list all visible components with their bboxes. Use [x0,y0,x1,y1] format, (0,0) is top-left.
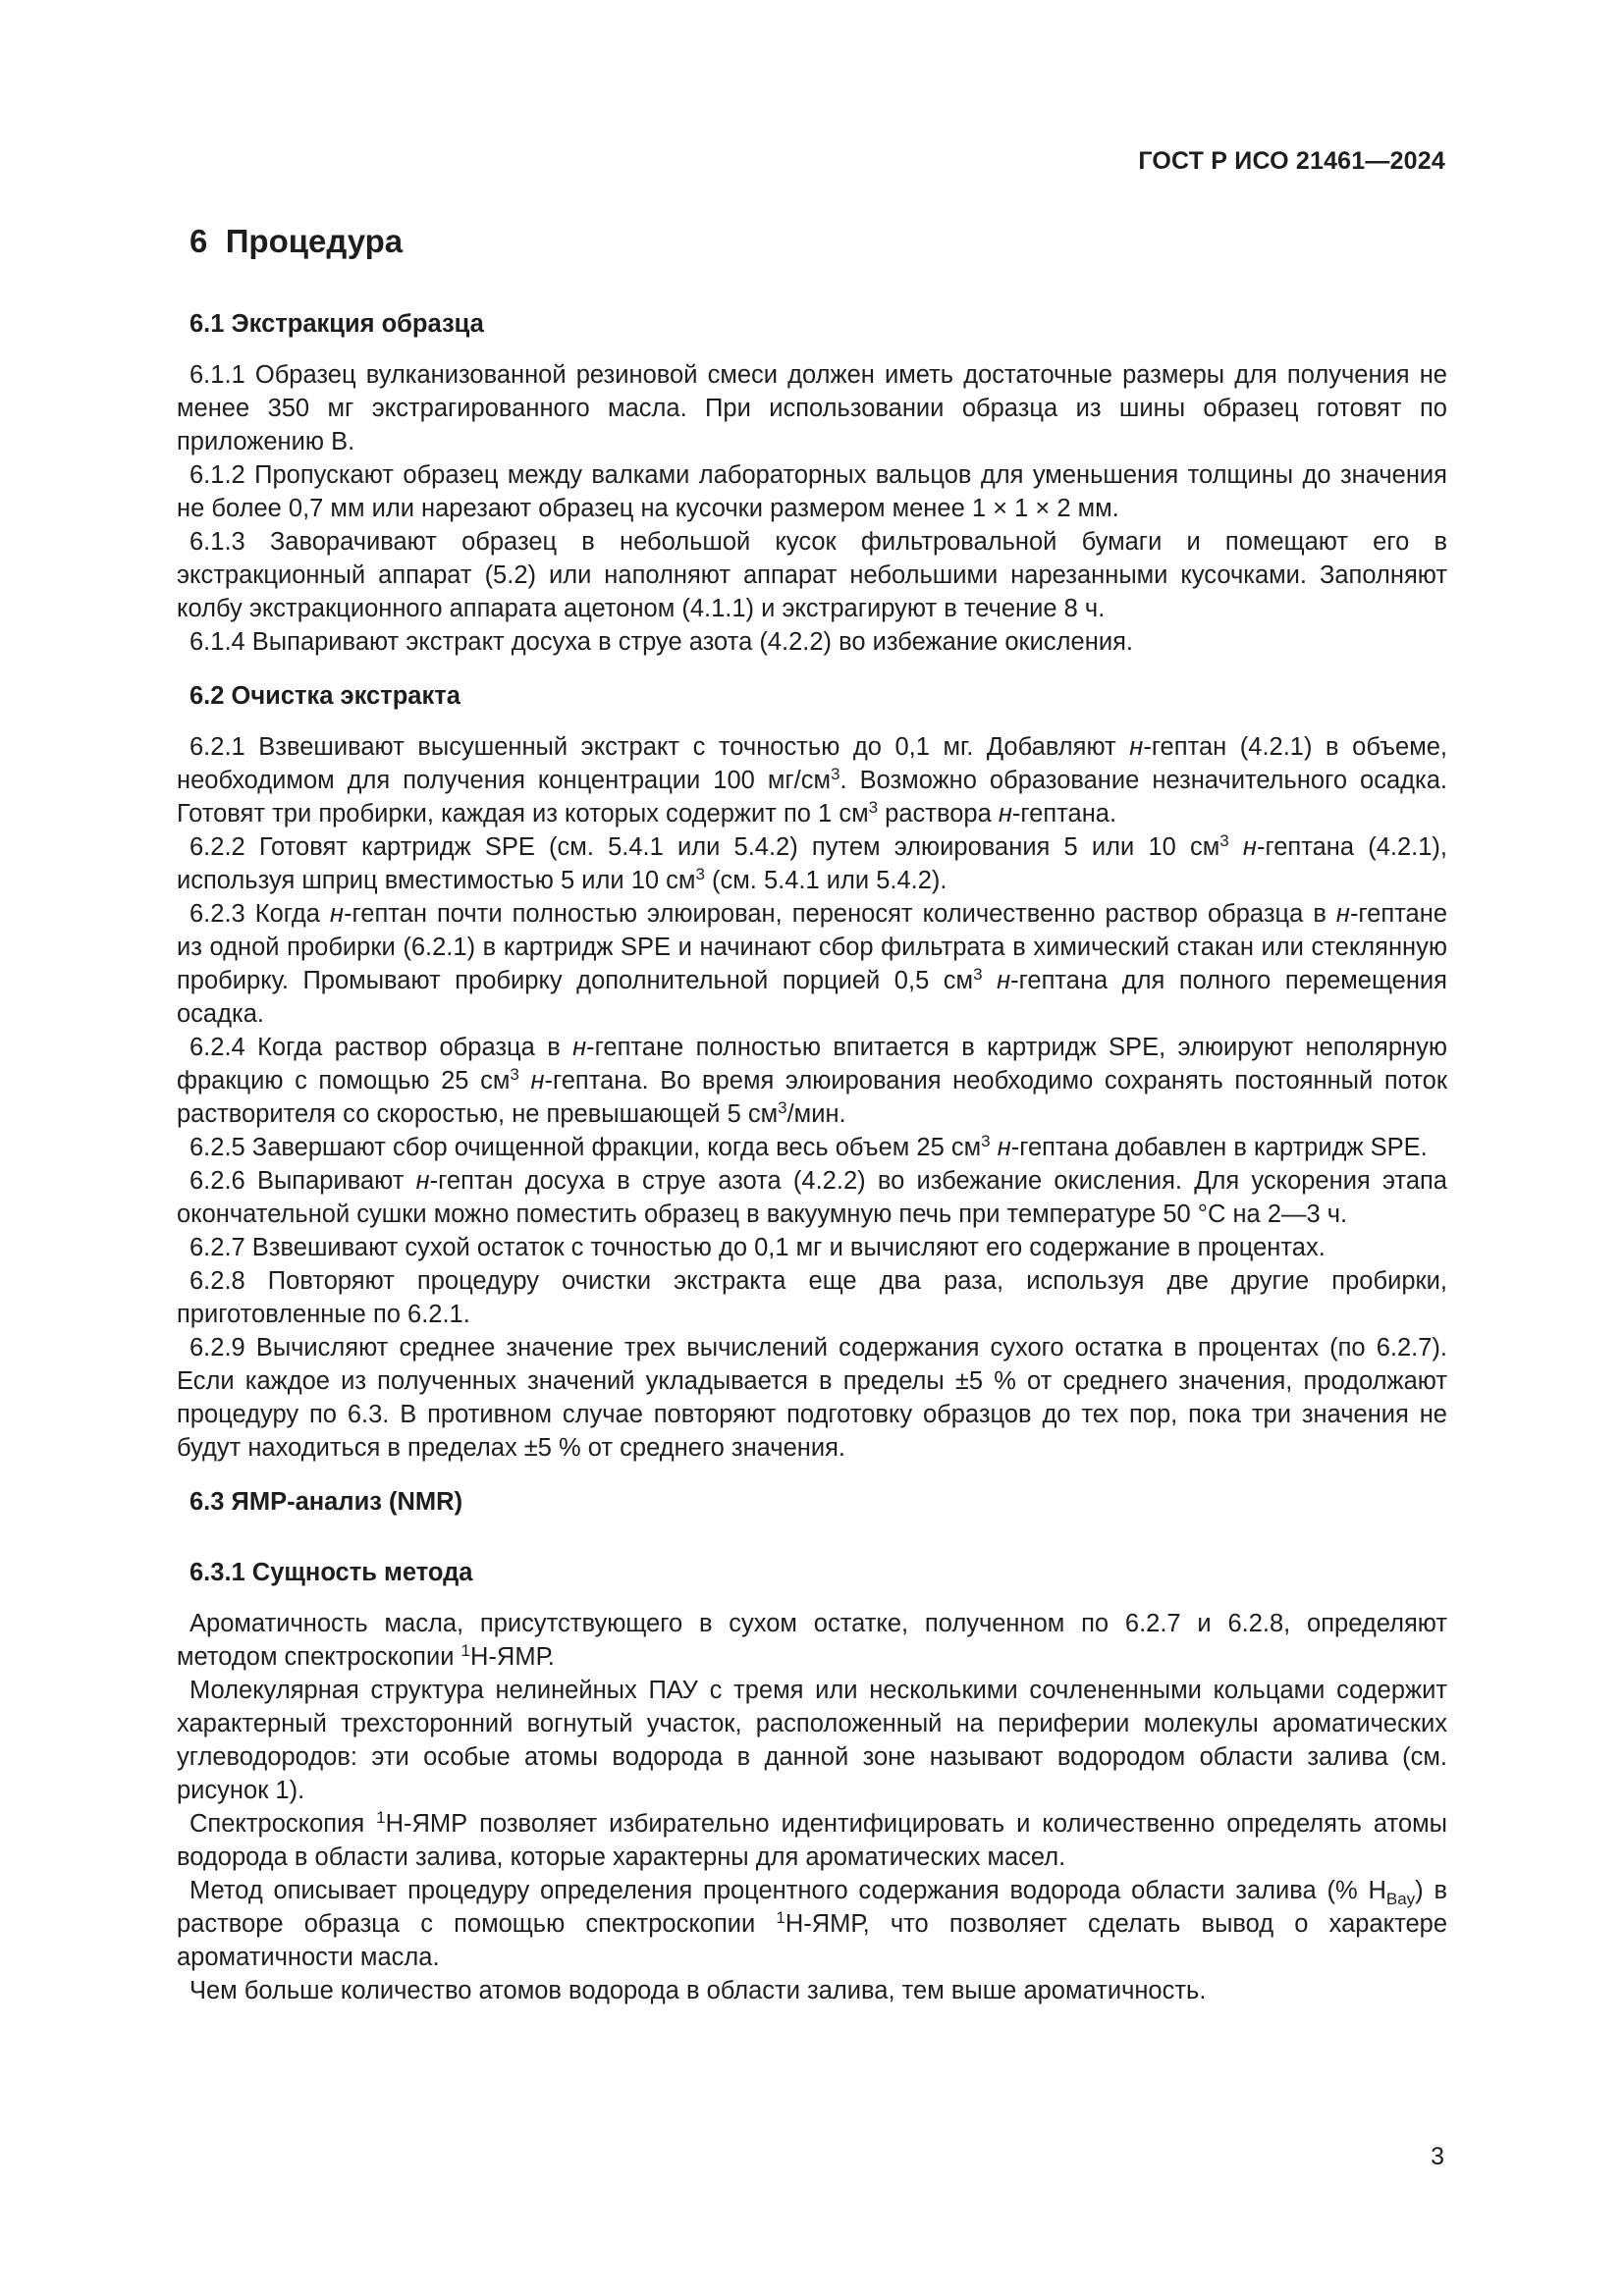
section-number: 6 [189,223,208,259]
paragraph-6-1-4: 6.1.4 Выпаривают экстракт досуха в струе азота (4.2.2) во избежание окисления. [189,628,1133,656]
paragraph-6-2-7: 6.2.7 Взвешивают сухой остаток с точностью до 0,1 мг и вычисляют его содержание в процентах. [189,1234,1326,1261]
paragraph-6-3-1-c: Спектроскопия $^1$Н-ЯМР позволяет избирательно идентифицировать и количественно определять атомы водорода в области залива, которые характерны для ароматических масел. [177,1808,1447,1871]
subsection-heading-6-3: 6.3 ЯМР-анализ (NMR) [189,1488,463,1516]
paragraph-6-1-1: 6.1.1 Образец вулканизованной резиновой смеси должен иметь достаточные размеры для получения не менее 350 мг экстрагированного масла. При использовании образца из шины образец готовят по приложению В. [177,361,1447,455]
standard-designation: ГОСТ Р ИСО 21461—2024 [1138,147,1445,175]
paragraph-6-3-1-a: Ароматичность масла, присутствующего в сухом остатке, полученном по 6.2.7 и 6.2.8, определяют методом спектроскопии $^1$Н-ЯМР. [177,1610,1447,1671]
paragraph-6-2-4: 6.2.4 Когда раствор образца в н-гептане полностью впитается в картридж SPE, элюируют неполярную фракцию с помощью 25 $см^3$ н-гептана. Во время элюирования необходимо сохранять постоянный поток растворителя со скоростью, не превышающей 5 $см^3$/мин. [177,1034,1448,1128]
subsection-heading-6-1: 6.1 Экстракция образца [189,310,484,338]
paragraph-6-3-1-d: Метод описывает процедуру определения процентного содержания водорода области залива (% $Н_{Bay}$) в растворе образца с помощью спектроскопии $^1$Н-ЯМР, что позволяет сделать вывод о характере ароматичности масла. [177,1877,1448,1971]
page-number: 3 [1431,2143,1444,2170]
paragraph-6-3-1-b: Молекулярная структура нелинейных ПАУ с тремя или несколькими сочлененными кольцами содержит характерный трехсторонний вогнутый участок, расположенный на периферии молекулы ароматических углеводородов: эти особые атомы водорода в данной зоне называют водородом области залива (см. рисунок 1). [177,1677,1447,1804]
paragraph-6-1-2: 6.1.2 Пропускают образец между валками лабораторных вальцов для уменьшения толщины до значения не более 0,7 мм или нарезают образец на кусочки размером менее 1 × 1 × 2 мм. [177,461,1447,522]
paragraph-6-2-3: 6.2.3 Когда н-гептан почти полностью элюирован, переносят количественно раствор образца в н-гептане из одной пробирки (6.2.1) в картридж SPE и начинают сбор фильтрата в химический стакан или стеклянную пробирку. Промывают пробирку дополнительной порцией 0,5 $см^3$ н-гептана для полного перемещения осадка. [177,900,1447,1028]
section-title: Процедура [225,223,404,259]
paragraph-6-2-5: 6.2.5 Завершают сбор очищенной фракции, когда весь объем 25 $см^3$ н-гептана добавлен в картридж SPE. [189,1132,1428,1161]
paragraph-6-2-8: 6.2.8 Повторяют процедуру очистки экстракта еще два раза, используя две другие пробирки, приготовленные по 6.2.1. [177,1267,1447,1328]
paragraph-6-1-3: 6.1.3 Заворачивают образец в небольшой кусок фильтровальной бумаги и помещают его в экстракционный аппарат (5.2) или наполняют аппарат небольшими нарезанными кусочками. Заполняют колбу экстракционного аппарата ацетоном (4.1.1) и экстрагируют в течение 8 ч. [177,528,1447,622]
paragraph-6-2-1: 6.2.1 Взвешивают высушенный экстракт с точностью до 0,1 мг. Добавляют н-гептан (4.2.1) в объеме, необходимом для получения концентрации 100 $мг/см^3$. Возможно образование незначительного осадка. Готовят три пробирки, каждая из которых содержит по 1 $см^3$ раствора н-гептана. [177,733,1447,828]
subsection-heading-6-2: 6.2 Очистка экстракта [189,682,460,710]
subsection-heading-6-3-1: 6.3.1 Сущность метода [189,1559,473,1586]
section-heading [189,222,1447,261]
paragraph-6-3-1-e: Чем больше количество атомов водорода в области залива, тем выше ароматичность. [189,1977,1207,2004]
paragraph-6-2-6: 6.2.6 Выпаривают н-гептан досуха в струе азота (4.2.2) во избежание окисления. Для ускорения этапа окончательной сушки можно поместить образец в вакуумную печь при температуре 50 °С на 2—3 ч. [177,1167,1447,1228]
paragraph-6-2-2: 6.2.2 Готовят картридж SPE (см. 5.4.1 или 5.4.2) путем элюирования 5 или 10 $см^3$ н-гептана (4.2.1), используя шприц вместимостью 5 или 10 $см^3$ (см. 5.4.1 или 5.4.2). [177,831,1447,894]
page-content [177,222,1447,2007]
paragraph-6-2-9: 6.2.9 Вычисляют среднее значение трех вычислений содержания сухого остатка в процентах (по 6.2.7). Если каждое из полученных значений укладывается в пределы ±5 % от среднего значения, продолжают процедуру по 6.3. В противном случае повторяют подготовку образцов до тех пор, пока три значения не будут находиться в пределах ±5 % от среднего значения. [177,1334,1447,1462]
